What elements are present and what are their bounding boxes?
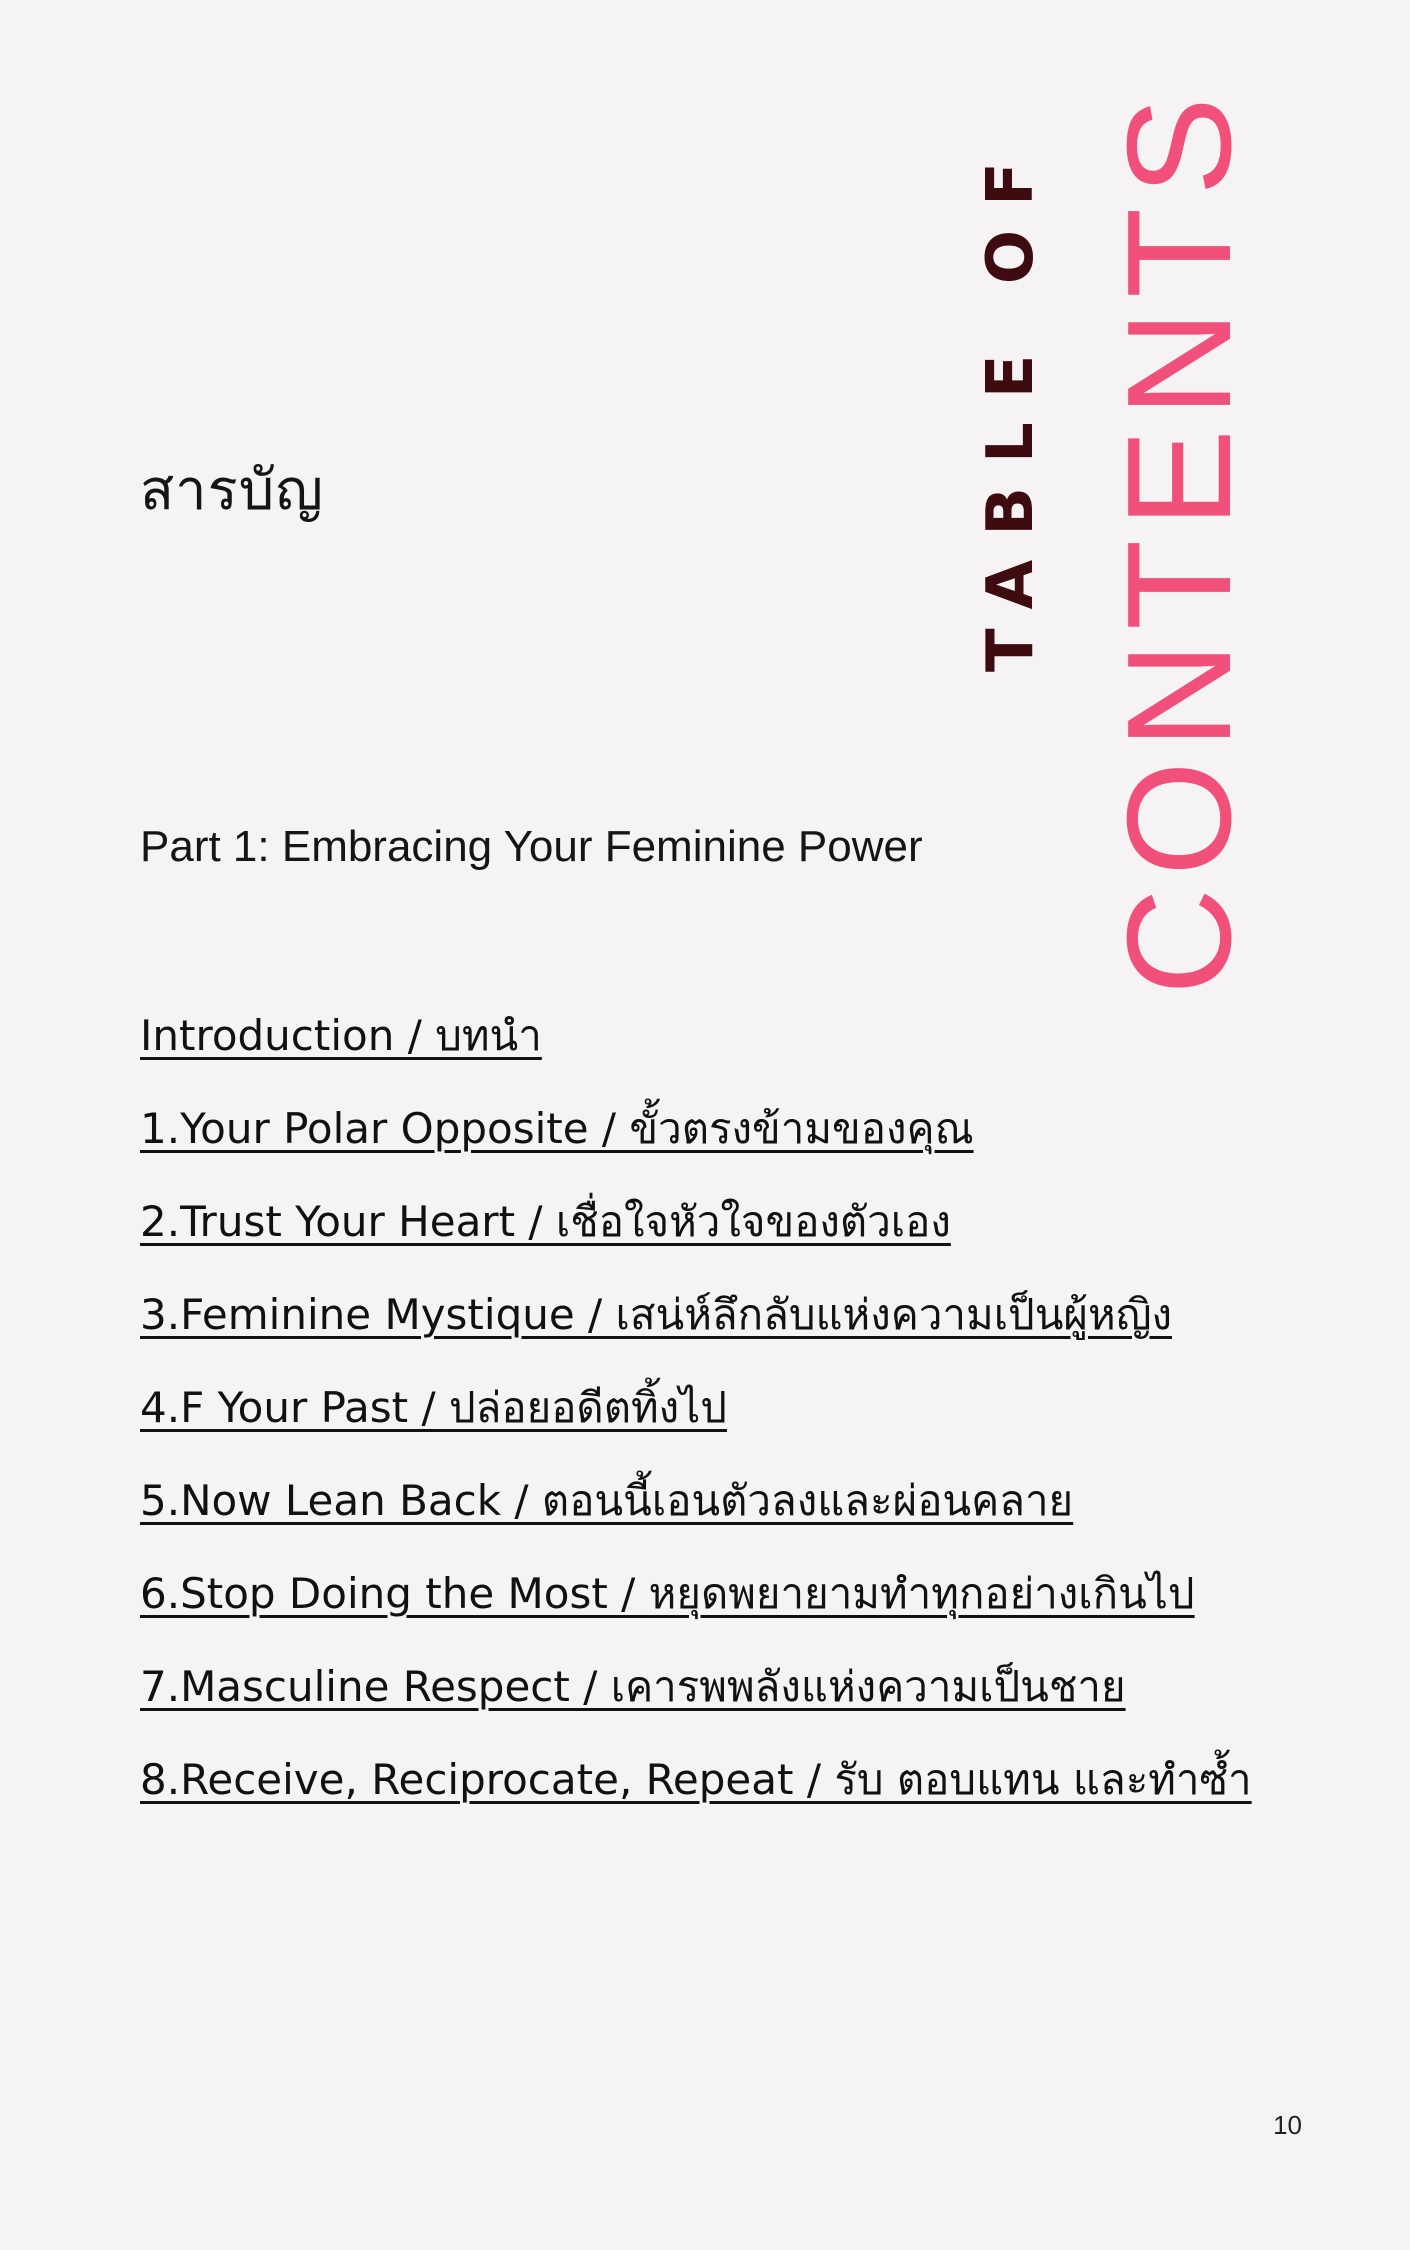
toc-item [140, 1747, 1252, 1840]
toc-link-chapter-1[interactable]: 1.Your Polar Opposite / ขั้วตรงข้ามของคุณ [140, 1104, 974, 1153]
table-of-heading: TABLE OF [974, 138, 1048, 672]
toc-link-chapter-6[interactable]: 6.Stop Doing the Most / หยุดพยายามทำทุกอย่างเกินไป [140, 1569, 1195, 1618]
toc-link-chapter-8[interactable]: 8.Receive, Reciprocate, Repeat / รับ ตอบแทน และทำซ้ำ [140, 1755, 1252, 1804]
toc-item [140, 1096, 1252, 1189]
toc-item [140, 1561, 1252, 1654]
toc-link-chapter-2[interactable]: 2.Trust Your Heart / เชื่อใจหัวใจของตัวเอง [140, 1197, 951, 1246]
page-number: 10 [1273, 2110, 1302, 2140]
toc-link-chapter-3[interactable]: 3.Feminine Mystique / เสน่ห์ลึกลับแห่งความเป็นผู้หญิง [140, 1290, 1173, 1339]
thai-title: สารบัญ [140, 458, 324, 523]
toc-item [140, 1468, 1252, 1561]
toc-item [140, 1282, 1252, 1375]
part-heading: Part 1: Embracing Your Feminine Power [140, 822, 923, 871]
toc-list [140, 1003, 1252, 1840]
toc-item [140, 1654, 1252, 1747]
toc-item [140, 1003, 1252, 1096]
contents-heading: CONTENTS [1097, 85, 1262, 995]
toc-item [140, 1189, 1252, 1282]
toc-link-chapter-4[interactable]: 4.F Your Past / ปล่อยอดีตทิ้งไป [140, 1383, 727, 1432]
toc-link-introduction[interactable]: Introduction / บทนำ [140, 1011, 542, 1060]
toc-link-chapter-5[interactable]: 5.Now Lean Back / ตอนนี้เอนตัวลงและผ่อนคลาย [140, 1476, 1074, 1525]
toc-item [140, 1375, 1252, 1468]
toc-link-chapter-7[interactable]: 7.Masculine Respect / เคารพพลังแห่งความเป็นชาย [140, 1662, 1126, 1711]
